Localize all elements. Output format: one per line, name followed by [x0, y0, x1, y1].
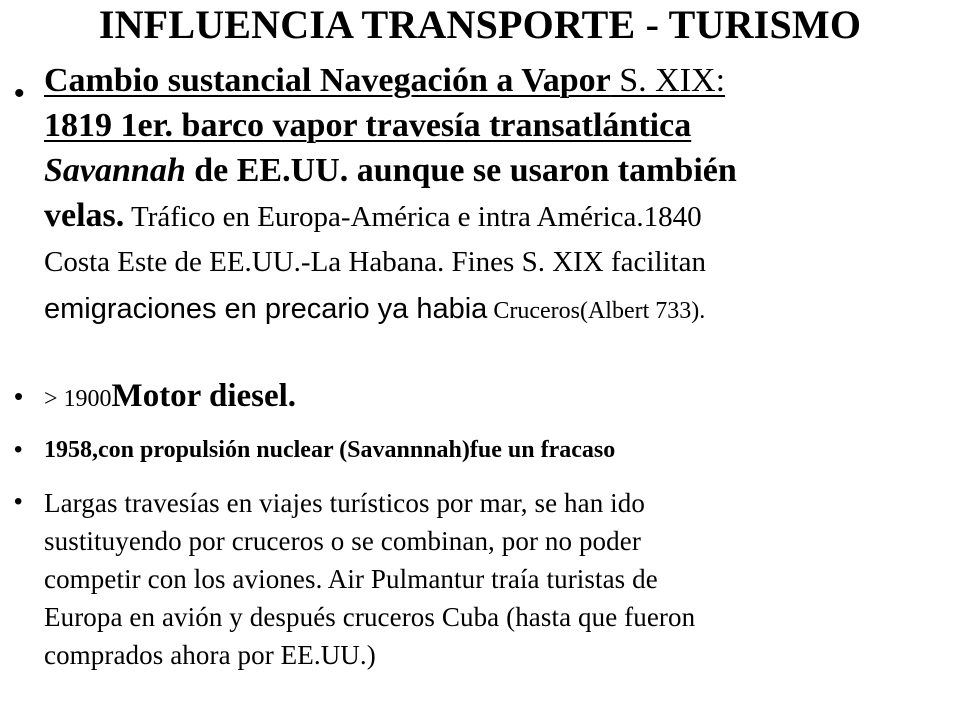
- bullet-line: [44, 193, 956, 240]
- bullet-line: Largas travesías en viajes turísticos por mar, se han ido: [44, 488, 645, 518]
- bullet-icon: •: [14, 77, 25, 110]
- bullet-text: [44, 58, 956, 334]
- bullet-icon: •: [14, 488, 23, 515]
- traffic-text: Tráfico en Europa-América e intra América.1840: [124, 201, 702, 233]
- century-text: S. XIX:: [610, 62, 726, 99]
- bullet-text: [44, 374, 956, 421]
- bullet-line: competir con los aviones. Air Pulmantur traía turistas de: [44, 564, 658, 594]
- bullet-line: [44, 148, 956, 193]
- bullet-line: comprados ahora por EE.UU.): [44, 640, 376, 670]
- bullet-line: [44, 58, 956, 103]
- sails-text: velas.: [44, 197, 125, 234]
- origin-text: de EE.UU. aunque se usaron también: [185, 152, 737, 189]
- ship-name-text: Savannah: [44, 152, 186, 189]
- bullet-text: [44, 432, 956, 468]
- bullet-line: [44, 240, 956, 285]
- bullet-icon: •: [14, 381, 24, 411]
- bullet-icon: •: [14, 436, 23, 463]
- slide-title: INFLUENCIA TRANSPORTE - TURISMO: [98, 2, 862, 47]
- emigration-text: emigraciones en precario ya habia: [44, 293, 488, 325]
- route-text: Costa Este de EE.UU.-La Habana. Fines S. XIX facilitan: [44, 246, 706, 278]
- diesel-text: Motor diesel.: [111, 378, 297, 414]
- year-text: > 1900: [44, 386, 112, 412]
- bullet-line: [44, 103, 956, 148]
- heading-underlined-text: Cambio sustancial Navegación a Vapor: [44, 62, 611, 99]
- bullet-text: [44, 484, 956, 674]
- first-steamship-text: 1819 1er. barco vapor travesía transatlántica: [44, 107, 692, 144]
- bullet-line: Europa en avión y después cruceros Cuba (hasta que fueron: [44, 602, 696, 632]
- bullet-line: [44, 285, 956, 334]
- bullet-line: sustituyendo por cruceros o se combinan, por no poder: [44, 526, 641, 556]
- cruises-reference-text: Cruceros(Albert 733).: [487, 298, 706, 324]
- nuclear-text: 1958,con propulsión nuclear (Savannnah)fue un fracaso: [44, 437, 616, 463]
- bullet-line: [44, 374, 956, 421]
